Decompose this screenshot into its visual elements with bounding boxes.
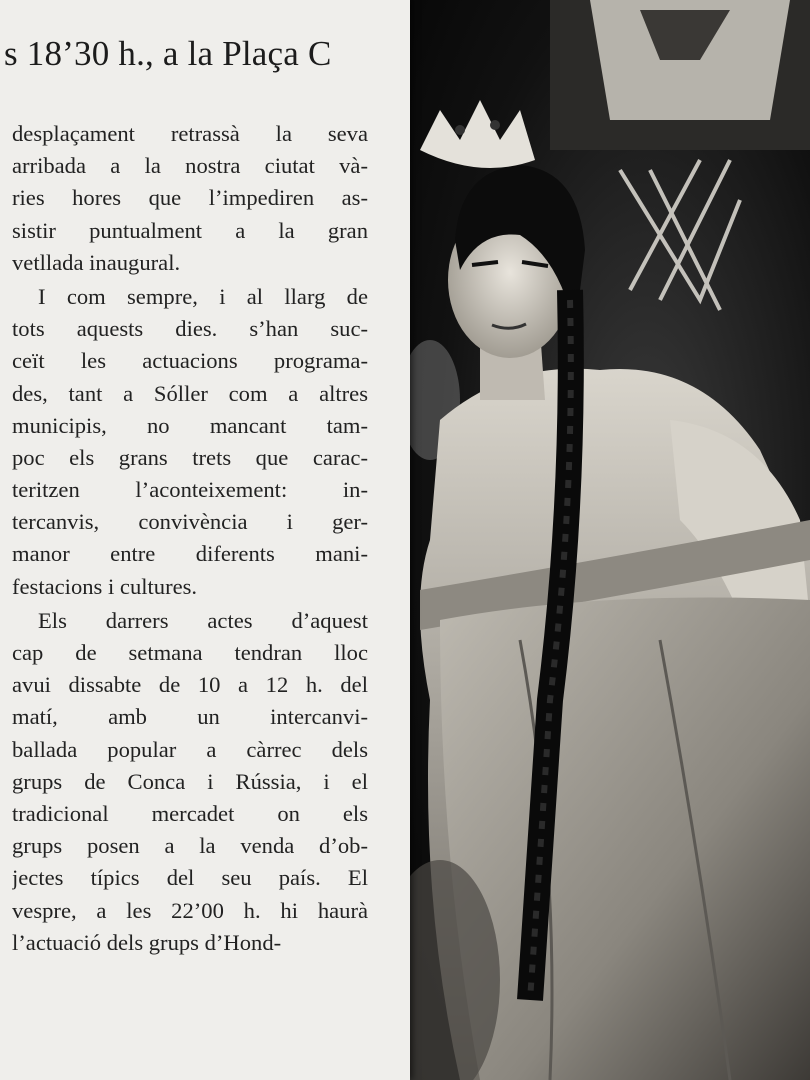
text-line: des, tant a Sóller com a altres (12, 380, 368, 406)
paragraph (12, 605, 368, 959)
text-line: l’actuació dels grups d’Hond- (12, 929, 282, 955)
paragraph (12, 118, 368, 279)
text-line: municipis, no mancant tam- (12, 412, 368, 438)
text-line: avui dissabte de 10 a 12 h. del (12, 672, 368, 698)
article-column (12, 118, 368, 959)
text-line: sistir puntualment a la gran (12, 217, 368, 243)
text-line: festacions i cultures. (12, 573, 198, 599)
text-line: vespre, a les 22’00 h. hi haurà (12, 897, 368, 923)
text-line: arribada a la nostra ciutat và- (12, 153, 368, 179)
text-line: manor entre diferents mani- (12, 541, 368, 567)
text-line: tots aquests dies. s’han suc- (12, 316, 368, 342)
text-line: ballada popular a càrrec dels (12, 736, 368, 762)
headline-area (0, 0, 406, 100)
headline: s 18’30 h., a la Plaça C (4, 34, 332, 73)
text-line: poc els grans trets que carac- (12, 444, 368, 470)
dancer-photo (400, 0, 810, 1080)
text-line: I com sempre, i al llarg de (38, 283, 368, 309)
text-line: grups de Conca i Rússia, i el (12, 768, 368, 794)
text-line: jectes típics del seu país. El (12, 865, 368, 891)
text-line: ceït les actuacions programa- (12, 348, 368, 374)
text-line: tradicional mercadet on els (12, 800, 368, 826)
text-line: desplaçament retrassà la seva (12, 121, 368, 146)
text-line: cap de setmana tendran lloc (12, 640, 368, 665)
paragraph (12, 281, 368, 603)
text-line: grups posen a la venda d’ob- (12, 833, 368, 859)
text-line: ries hores que l’impediren as- (12, 185, 368, 211)
text-line: matí, amb un intercanvi- (12, 704, 368, 730)
text-line: tercanvis, convivència i ger- (12, 509, 368, 535)
text-line: vetllada inaugural. (12, 249, 181, 275)
text-line: teritzen l’aconteixement: in- (12, 477, 368, 503)
text-line: Els darrers actes d’aquest (38, 607, 368, 633)
